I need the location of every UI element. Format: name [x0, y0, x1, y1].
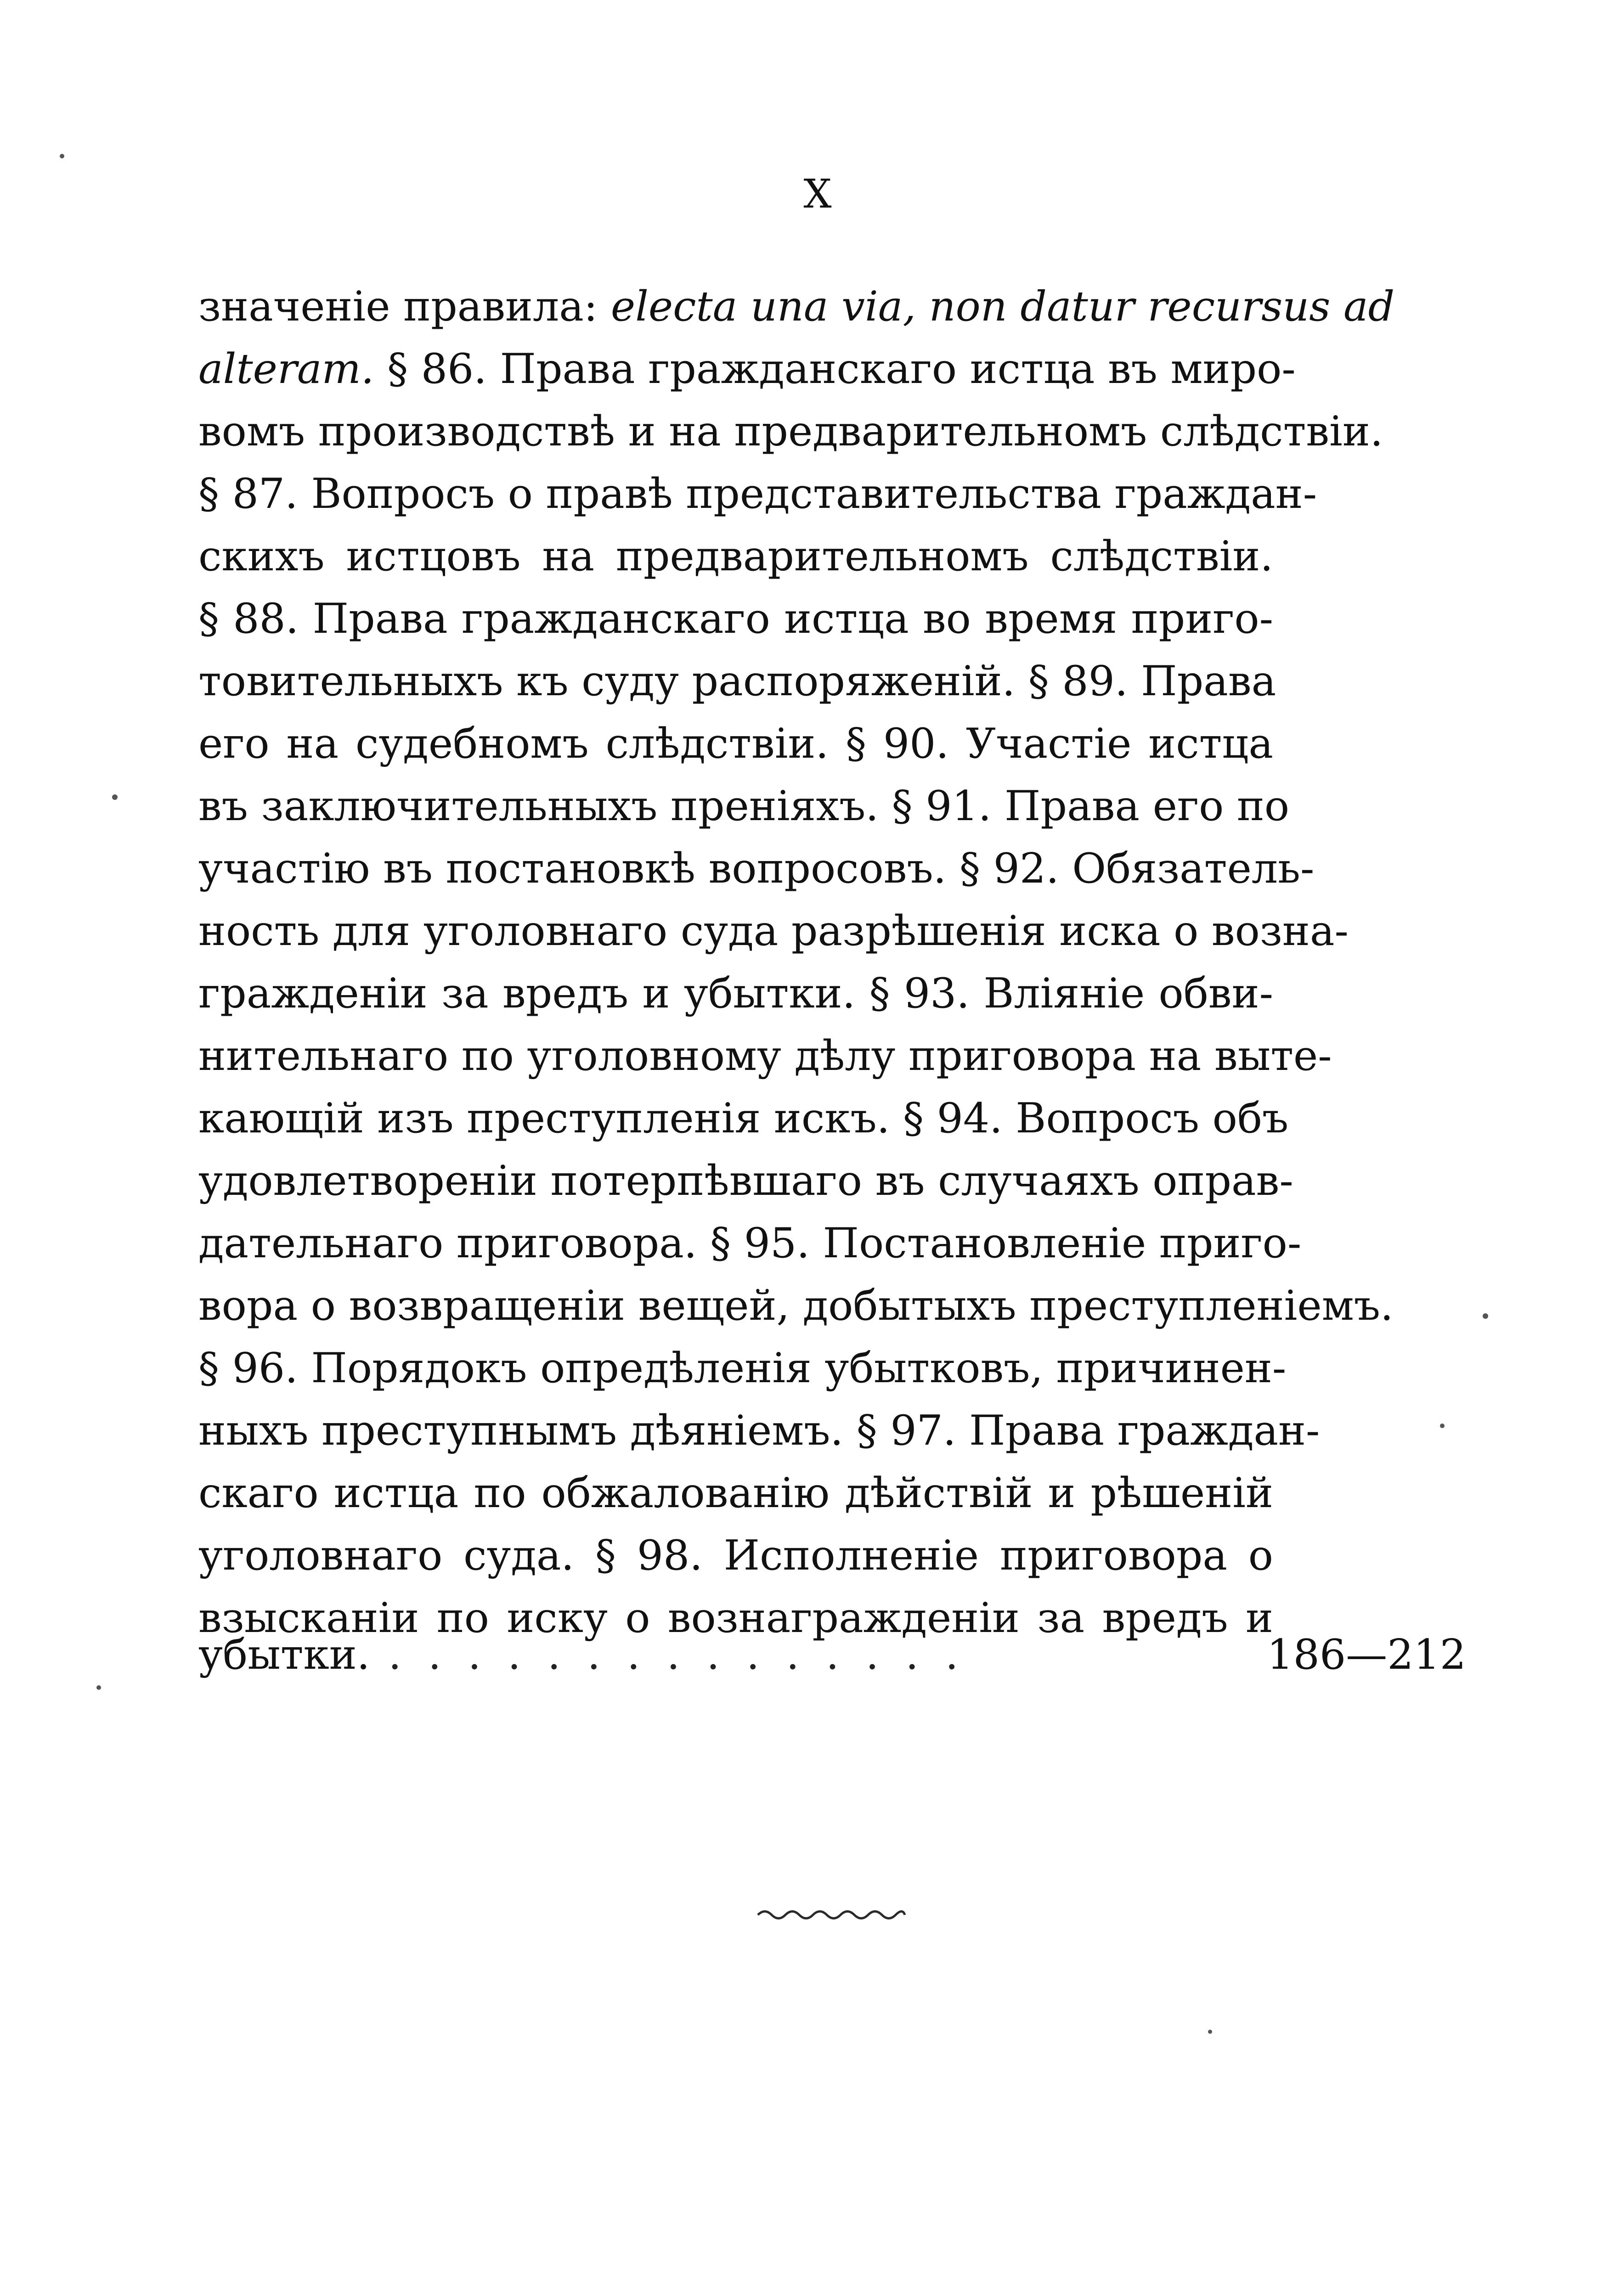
text-line: гражденіи за вредъ и убытки. § 93. Вліяніе обви-	[198, 969, 1273, 1018]
text-line: нительнаго по уголовному дѣлу приговора на выте-	[198, 1032, 1332, 1080]
text-line: кающій изъ преступленія искъ. § 94. Вопросъ объ	[198, 1094, 1289, 1142]
toc-final-label: убытки.	[198, 1631, 370, 1679]
page-range: 186—212	[1267, 1631, 1466, 1679]
text-line: скихъ истцовъ на предварительномъ слѣдствіи.	[198, 532, 1273, 580]
text-line: ность для уголовнаго суда разрѣшенія иска о возна-	[198, 907, 1349, 955]
text-line: § 88. Права гражданскаго истца во время приго-	[198, 595, 1273, 643]
text-line: значеніе правила: electa una via, non datur recursus ad	[198, 282, 1395, 331]
wavy-ornament	[753, 1906, 909, 1924]
scan-speck	[1483, 1313, 1488, 1319]
text-line: вора о возвращеніи вещей, добытыхъ преступленіемъ.	[198, 1282, 1394, 1330]
scan-speck	[1440, 1424, 1445, 1428]
dot-leader: ...............	[388, 1631, 985, 1679]
text-line: участію въ постановкѣ вопросовъ. § 92. Обязатель-	[198, 844, 1315, 893]
text-line: alteram. § 86. Права гражданскаго истца въ миро-	[198, 345, 1296, 393]
scan-speck	[1208, 2030, 1212, 2034]
text-line: его на судебномъ слѣдствіи. § 90. Участіе истца	[198, 720, 1273, 768]
text-line: товительныхъ къ суду распоряженій. § 89. Права	[198, 657, 1276, 705]
text-line: § 87. Вопросъ о правѣ представительства граждан-	[198, 470, 1317, 518]
scan-speck	[96, 1685, 101, 1690]
text-line: скаго истца по обжалованію дѣйствій и рѣшеній	[198, 1469, 1273, 1517]
text-line: дательнаго приговора. § 95. Постановленіе приго-	[198, 1219, 1302, 1267]
text-line: уголовнаго суда. § 98. Исполненіе приговора о	[198, 1531, 1273, 1580]
text-line: въ заключительныхъ преніяхъ. § 91. Права его по	[198, 782, 1290, 830]
scan-speck	[60, 154, 64, 158]
text-line: взысканіи по иску о вознагражденіи за вредъ и	[198, 1594, 1273, 1642]
toc-final-line	[198, 1624, 1466, 1686]
text-line: § 96. Порядокъ опредѣленія убытковъ, причинен-	[198, 1344, 1287, 1392]
text-line: ныхъ преступнымъ дѣяніемъ. § 97. Права граждан-	[198, 1407, 1320, 1455]
page-number: X	[803, 171, 832, 217]
table-of-contents-entry	[198, 276, 1395, 1649]
text-line: удовлетвореніи потерпѣвшаго въ случаяхъ оправ-	[198, 1157, 1293, 1205]
text-line: вомъ производствѣ и на предварительномъ слѣдствіи.	[198, 407, 1383, 456]
scan-speck	[112, 794, 118, 800]
